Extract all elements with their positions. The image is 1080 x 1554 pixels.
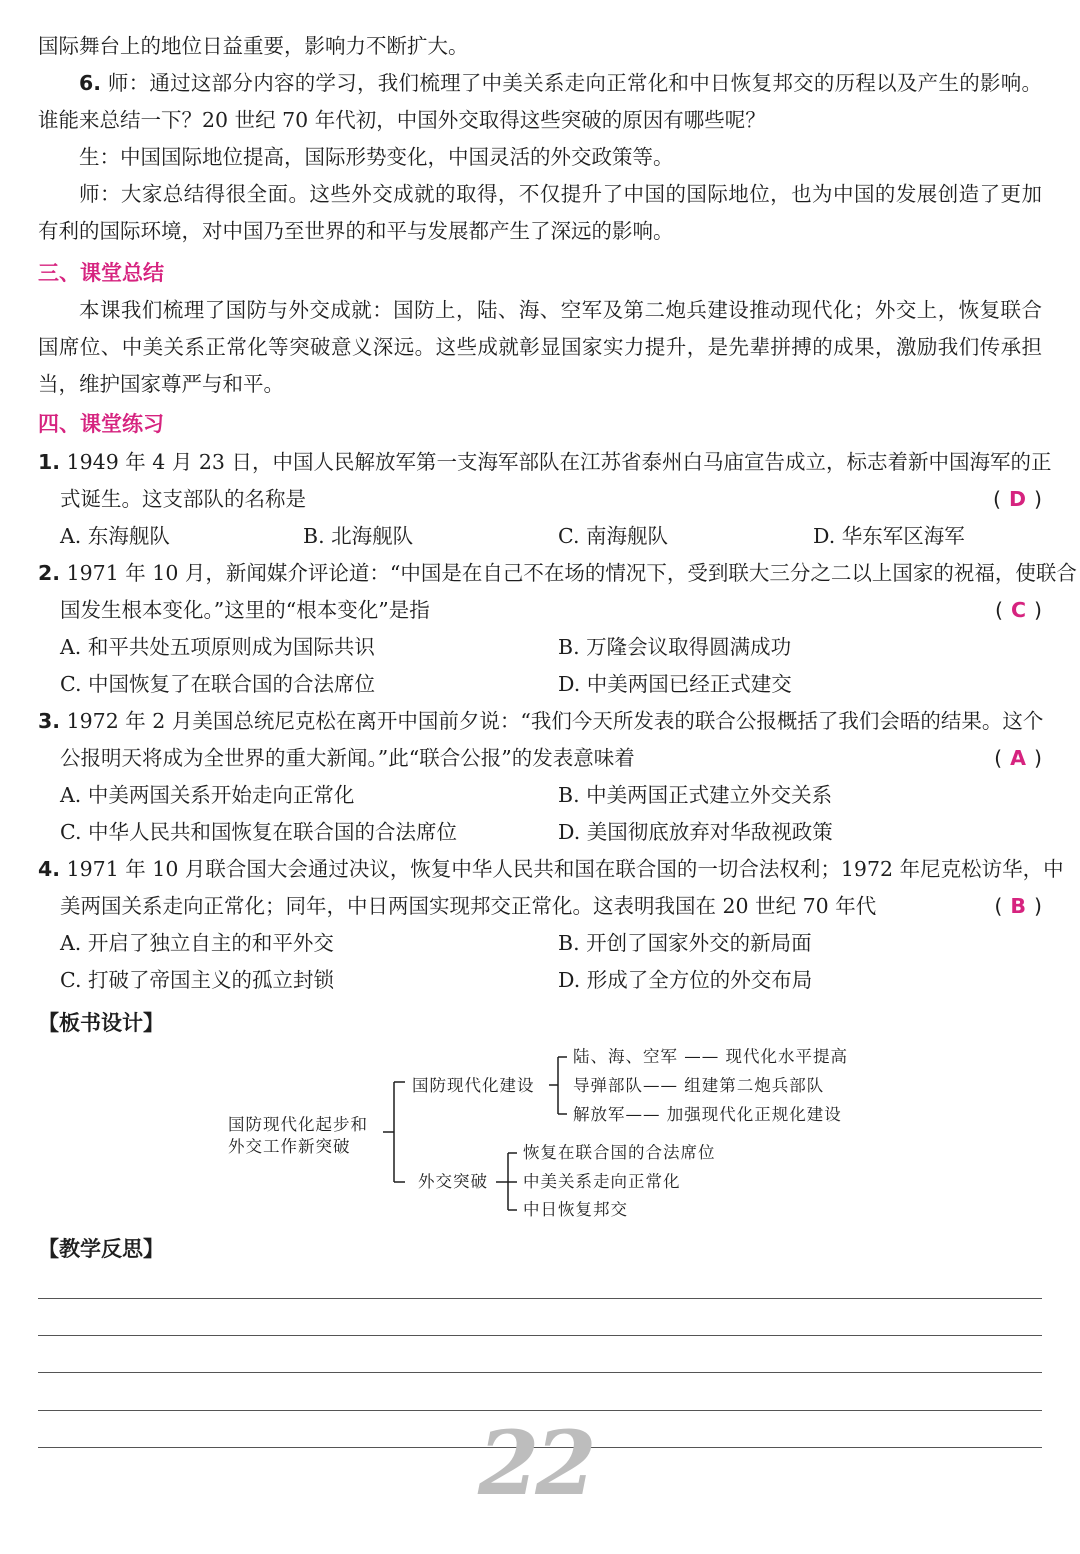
answer-letter: A <box>1010 746 1026 770</box>
board-defense-item: 导弹部队—— 组建第二炮兵部队 <box>573 1076 825 1095</box>
question-1 <box>38 444 1052 518</box>
options-row <box>60 518 1042 555</box>
answer-letter: C <box>1010 598 1026 622</box>
summary-paragraph: 本课我们梳理了国防与外交成就：国防上，陆、海、空军及第二炮兵建设推动现代化；外交上，恢复联合国席位、中美关系正常化等突破意义深远。这些成就彰显国家实力提升，是先辈拼搏的成果，激励我们传承担当，维护国家尊严与和平。 <box>38 298 1042 396</box>
question-2 <box>38 555 1077 629</box>
board-diplomacy-item: 恢复在联合国的合法席位 <box>523 1143 716 1162</box>
student-answer: 生：中国国际地位提高，国际形势变化，中国灵活的外交政策等。 <box>79 145 674 169</box>
board-defense-item: 解放军—— 加强现代化正规化建设 <box>573 1105 842 1124</box>
option-a: A. 中美两国关系开始走向正常化 <box>60 783 355 807</box>
board-branch-defense: 国防现代化建设 <box>412 1076 535 1095</box>
option-c: C. 南海舰队 <box>558 524 668 548</box>
question-number: 1. <box>38 450 61 474</box>
options-row <box>60 629 1042 666</box>
teaching-reflection-heading: 【教学反思】 <box>38 1237 164 1261</box>
writing-line <box>38 1335 1042 1336</box>
options-row <box>60 962 1042 999</box>
question-text: 1971 年 10 月联合国大会通过决议，恢复中华人民共和国在联合国的一切合法权利；1972 年尼克松访华，中 <box>60 857 1064 881</box>
option-c: C. 中国恢复了在联合国的合法席位 <box>60 672 375 696</box>
options-row <box>60 925 1042 962</box>
answer-bracket: ( C ) <box>994 598 1042 622</box>
question-4 <box>38 851 1064 925</box>
option-b: B. 开创了国家外交的新局面 <box>558 931 812 955</box>
answer-bracket: ( B ) <box>994 894 1042 918</box>
options-row <box>60 777 1042 814</box>
answer-letter: B <box>1010 894 1026 918</box>
options-row <box>60 666 1042 703</box>
page-number: 22 <box>478 1411 593 1515</box>
question-text: 1972 年 2 月美国总统尼克松在离开中国前夕说：“我们今天所发表的联合公报概括了我们会晤的结果。这个 <box>60 709 1044 733</box>
answer-bracket: ( D ) <box>992 487 1042 511</box>
board-diplomacy-item: 中美关系走向正常化 <box>523 1172 681 1191</box>
board-branch-diplomacy: 外交突破 <box>418 1172 488 1191</box>
options-row <box>60 814 1042 851</box>
teacher-question-paragraph <box>38 65 1042 139</box>
option-d: D. 形成了全方位的外交布局 <box>558 968 813 992</box>
question-text: 美两国关系走向正常化；同年，中日两国实现邦交正常化。这表明我国在 20 世纪 70 年代 <box>60 894 877 918</box>
option-b: B. 北海舰队 <box>303 524 414 548</box>
item-number: 6. <box>79 71 102 95</box>
question-3 <box>38 703 1042 777</box>
answer-letter: D <box>1008 487 1026 511</box>
intro-line: 国际舞台上的地位日益重要，影响力不断扩大。 <box>38 34 469 58</box>
question-number: 2. <box>38 561 61 585</box>
option-a: A. 东海舰队 <box>60 524 170 548</box>
option-b: B. 中美两国正式建立外交关系 <box>558 783 833 807</box>
option-c: C. 中华人民共和国恢复在联合国的合法席位 <box>60 820 457 844</box>
question-number: 4. <box>38 857 61 881</box>
board-design-heading: 【板书设计】 <box>38 1011 164 1035</box>
option-a: A. 和平共处五项原则成为国际共识 <box>60 635 375 659</box>
question-number: 3. <box>38 709 61 733</box>
option-d: D. 中美两国已经正式建交 <box>558 672 792 696</box>
option-d: D. 华东军区海军 <box>813 524 965 548</box>
answer-bracket: ( A ) <box>994 746 1042 770</box>
board-defense-item: 陆、海、空军 —— 现代化水平提高 <box>573 1047 848 1066</box>
writing-line <box>38 1372 1042 1373</box>
option-c: C. 打破了帝国主义的孤立封锁 <box>60 968 334 992</box>
board-diplomacy-item: 中日恢复邦交 <box>523 1200 628 1219</box>
option-b: B. 万隆会议取得圆满成功 <box>558 635 792 659</box>
question-text: 式诞生。这支部队的名称是 <box>60 487 306 511</box>
board-root-line1: 国防现代化起步和 <box>228 1115 368 1134</box>
question-text: 公报明天将成为全世界的重大新闻。”此“联合公报”的发表意味着 <box>60 746 635 770</box>
option-d: D. 美国彻底放弃对华敌视政策 <box>558 820 833 844</box>
section-heading-practice: 四、课堂练习 <box>38 412 164 436</box>
question-text: 1949 年 4 月 23 日，中国人民解放军第一支海军部队在江苏省泰州白马庙宣告成立，标志着新中国海军的正 <box>60 450 1052 474</box>
board-root-line2: 外交工作新突破 <box>228 1137 351 1156</box>
option-a: A. 开启了独立自主的和平外交 <box>60 931 334 955</box>
teacher-question-text: 师：通过这部分内容的学习，我们梳理了中美关系走向正常化和中日恢复邦交的历程以及产生的影响。谁能来总结一下？20 世纪 70 年代初，中国外交取得这些突破的原因有哪些呢？ <box>38 71 1042 132</box>
teacher-summary: 师：大家总结得很全面。这些外交成就的取得，不仅提升了中国的国际地位，也为中国的发展创造了更加有利的国际环境，对中国乃至世界的和平与发展都产生了深远的影响。 <box>38 182 1042 243</box>
question-text: 1971 年 10 月，新闻媒介评论道：“中国是在自己不在场的情况下，受到联大三分之二以上国家的祝福，使联合 <box>60 561 1077 585</box>
section-heading-summary: 三、课堂总结 <box>38 261 164 285</box>
writing-line <box>38 1298 1042 1299</box>
question-text: 国发生根本变化。”这里的“根本变化”是指 <box>60 598 430 622</box>
